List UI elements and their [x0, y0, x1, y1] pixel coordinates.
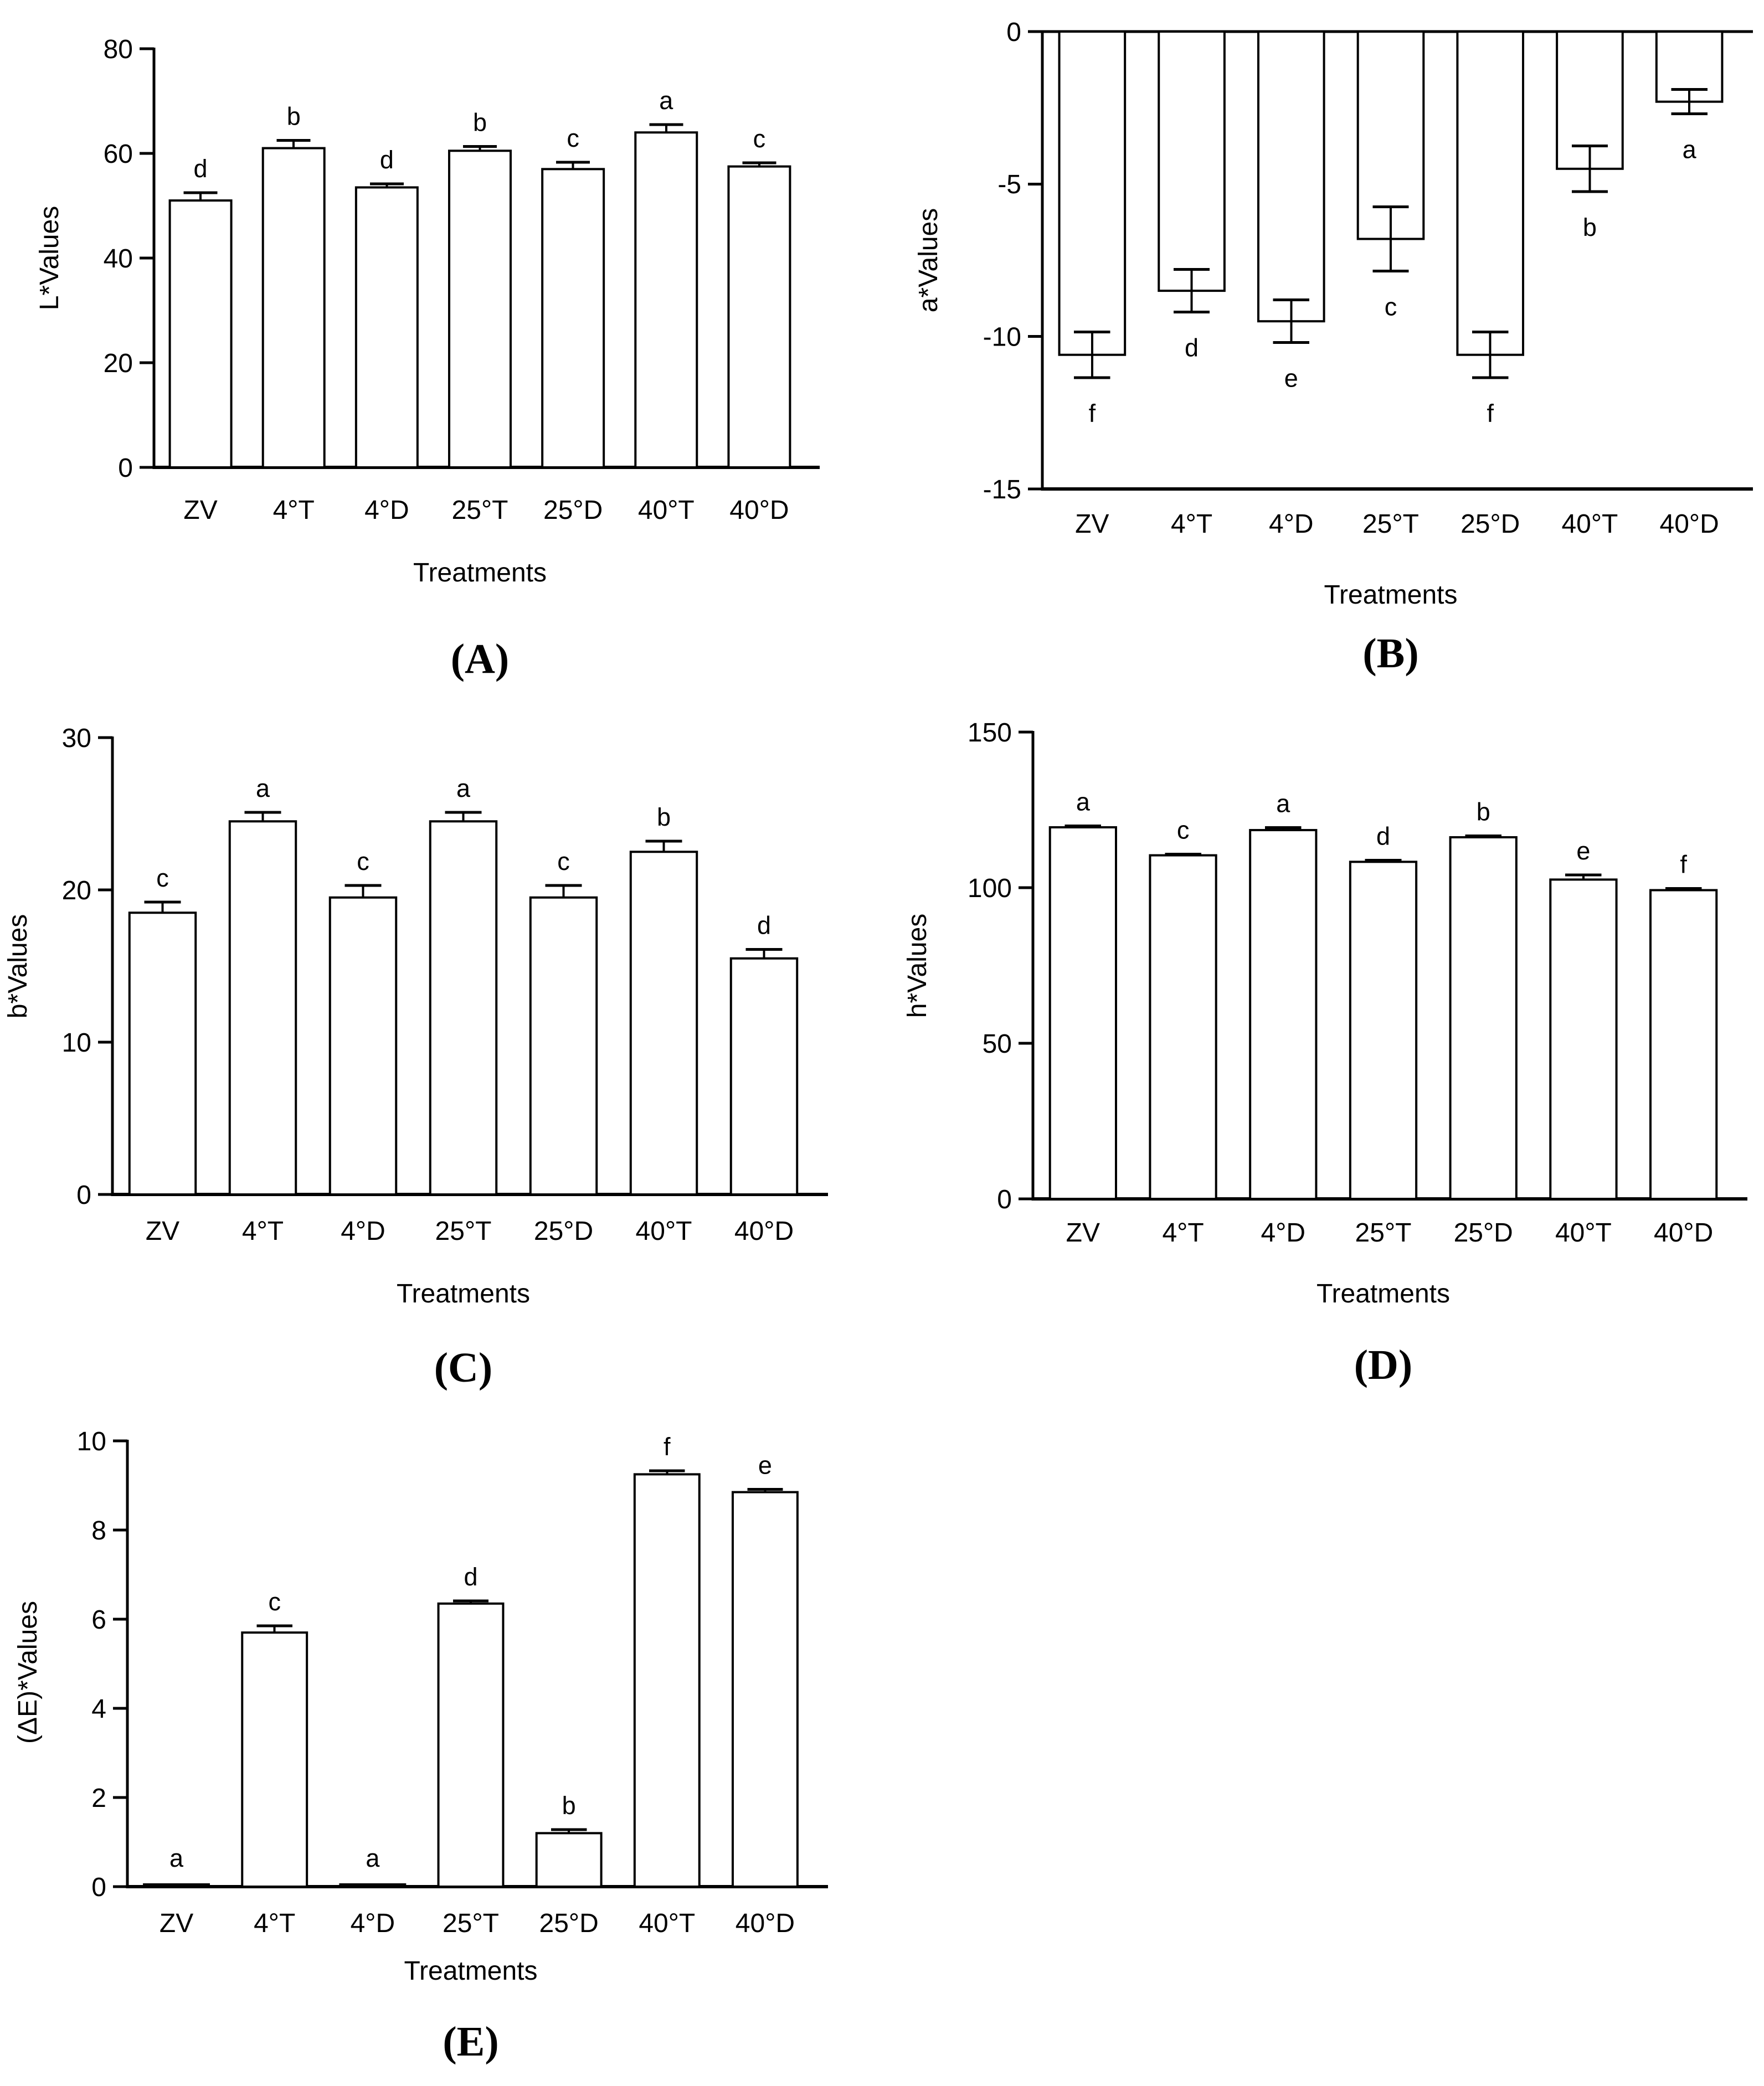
category-label: 40°T [637, 495, 695, 525]
significance-letter: a [169, 1843, 184, 1872]
bar-25°D [1457, 32, 1523, 355]
significance-letter: a [366, 1843, 380, 1872]
y-tick-label: 40 [103, 244, 133, 274]
category-label: 4°D [341, 1216, 385, 1246]
y-tick-label: 0 [91, 1872, 106, 1902]
x-axis-title: Treatments [413, 558, 547, 588]
panel-E [13, 1427, 828, 2065]
bar-ZV [170, 200, 232, 467]
bar-4°D [340, 1884, 405, 1887]
category-label: ZV [183, 495, 218, 525]
category-label: 40°D [734, 1216, 794, 1246]
bar-40°T [631, 852, 697, 1194]
y-tick-label: 60 [103, 139, 133, 169]
significance-letter: b [562, 1791, 576, 1820]
bar-25°D [1451, 837, 1516, 1199]
significance-letter: b [656, 803, 671, 831]
bar-ZV [130, 913, 196, 1194]
bar-25°T [1350, 862, 1416, 1199]
y-tick-label: 10 [76, 1426, 106, 1456]
significance-letter: f [1487, 399, 1494, 428]
category-label: 40°T [1555, 1218, 1612, 1248]
bar-4°T [230, 821, 296, 1194]
significance-letter: d [757, 911, 772, 940]
bar-25°D [542, 169, 604, 467]
panel-label: (B) [1362, 630, 1419, 677]
category-label: 4°D [350, 1908, 395, 1938]
significance-letter: f [1680, 850, 1687, 879]
significance-letter: c [753, 125, 766, 153]
bar-40°D [1650, 890, 1716, 1199]
y-tick-label: 150 [967, 718, 1012, 748]
bar-4°T [242, 1632, 307, 1887]
y-axis-title: b*Values [3, 914, 33, 1019]
panel-C [3, 724, 828, 1391]
category-label: 25°T [1362, 509, 1419, 539]
significance-letter: a [659, 86, 673, 115]
bar-25°T [449, 151, 511, 467]
category-label: ZV [1066, 1218, 1100, 1248]
y-tick-label: 8 [91, 1516, 106, 1546]
y-tick-label: 6 [91, 1605, 106, 1635]
significance-letter: d [193, 154, 208, 183]
y-tick-label: 4 [91, 1694, 106, 1724]
bar-25°D [537, 1833, 601, 1887]
panel-label: (C) [434, 1345, 493, 1391]
category-label: 25°T [451, 495, 508, 525]
panel-A [35, 35, 820, 682]
significance-letter: c [268, 1588, 281, 1616]
x-axis-title: Treatments [404, 1956, 538, 1986]
bar-ZV [144, 1884, 209, 1887]
significance-letter: b [1476, 797, 1490, 826]
category-label: 4°T [272, 495, 315, 525]
bar-ZV [1060, 32, 1125, 355]
category-label: 4°T [254, 1908, 296, 1938]
category-label: 25°T [1355, 1218, 1412, 1248]
panel-B [914, 18, 1753, 677]
y-tick-label: 20 [103, 348, 133, 378]
category-label: 40°D [1654, 1218, 1714, 1248]
bar-4°D [330, 898, 396, 1194]
significance-letter: b [472, 108, 487, 137]
bar-40°T [635, 132, 697, 467]
significance-letter: e [1576, 836, 1591, 865]
x-axis-title: Treatments [1316, 1279, 1450, 1309]
y-tick-label: -15 [983, 475, 1021, 504]
significance-letter: c [557, 847, 570, 875]
significance-letter: a [456, 774, 471, 802]
category-label: 25°T [443, 1908, 499, 1938]
category-label: ZV [145, 1216, 180, 1246]
category-label: ZV [1075, 509, 1109, 539]
category-label: 4°T [1162, 1218, 1204, 1248]
y-tick-label: 0 [76, 1180, 91, 1210]
significance-letter: a [1076, 787, 1090, 816]
bar-4°T [1150, 856, 1216, 1199]
bar-ZV [1050, 827, 1116, 1199]
bar-25°D [531, 898, 596, 1194]
y-tick-label: 0 [997, 1184, 1012, 1214]
category-label: 25°D [533, 1216, 594, 1246]
bar-25°T [439, 1604, 503, 1887]
category-label: 25°D [1453, 1218, 1513, 1248]
significance-letter: b [1582, 213, 1597, 242]
y-tick-label: 20 [61, 875, 91, 905]
category-label: 40°T [639, 1908, 696, 1938]
panel-label: (A) [450, 636, 510, 682]
significance-letter: b [286, 102, 301, 131]
y-tick-label: 80 [103, 34, 133, 64]
category-label: 40°T [635, 1216, 692, 1246]
significance-letter: a [1276, 789, 1290, 818]
significance-letter: c [567, 124, 579, 153]
category-label: 25°D [1460, 509, 1520, 539]
significance-letter: c [357, 847, 369, 875]
panel-label: (E) [443, 2018, 499, 2065]
significance-letter: e [758, 1451, 772, 1480]
category-label: 25°T [435, 1216, 492, 1246]
bar-4°T [263, 148, 325, 467]
significance-letter: d [1376, 822, 1391, 851]
y-axis-title: h*Values [903, 913, 932, 1018]
bar-40°T [635, 1474, 700, 1887]
significance-letter: d [379, 145, 394, 174]
category-label: 4°D [364, 495, 409, 525]
y-tick-label: 0 [118, 453, 133, 483]
y-tick-label: -10 [983, 322, 1021, 352]
y-axis-title: L*Values [35, 205, 64, 311]
y-tick-label: 50 [982, 1029, 1012, 1059]
y-tick-label: 100 [967, 873, 1012, 903]
x-axis-title: Treatments [397, 1279, 530, 1309]
significance-letter: f [664, 1432, 671, 1461]
significance-letter: c [1176, 816, 1190, 844]
category-label: 4°T [241, 1216, 284, 1246]
category-label: 40°D [1659, 509, 1719, 539]
significance-letter: a [255, 774, 270, 802]
significance-letter: f [1088, 399, 1096, 428]
y-tick-label: 30 [61, 723, 91, 753]
significance-letter: c [1384, 292, 1397, 321]
y-axis-title: a*Values [914, 208, 943, 313]
significance-letter: a [1682, 135, 1696, 164]
significance-letter: d [464, 1562, 478, 1591]
significance-letter: e [1284, 364, 1298, 393]
panel-label: (D) [1354, 1342, 1413, 1388]
category-label: 25°D [539, 1908, 599, 1938]
panel-D [903, 718, 1747, 1388]
bar-40°T [1550, 879, 1616, 1199]
bar-4°D [356, 187, 418, 467]
bar-40°D [728, 167, 790, 467]
bar-4°T [1159, 32, 1225, 291]
category-label: 25°D [543, 495, 603, 525]
bar-4°D [1250, 830, 1316, 1199]
y-axis-title: (ΔE)*Values [13, 1601, 43, 1744]
bar-25°T [430, 821, 496, 1194]
category-label: ZV [159, 1908, 194, 1938]
significance-letter: c [156, 864, 169, 892]
y-tick-label: 2 [91, 1783, 106, 1813]
y-tick-label: 0 [1006, 17, 1021, 47]
y-tick-label: -5 [997, 170, 1021, 200]
bar-4°D [1258, 32, 1324, 321]
category-label: 4°T [1170, 509, 1213, 539]
category-label: 4°D [1261, 1218, 1306, 1248]
bar-40°D [733, 1492, 798, 1887]
category-label: 40°D [735, 1908, 795, 1938]
category-label: 40°T [1561, 509, 1618, 539]
x-axis-title: Treatments [1324, 580, 1458, 610]
bar-40°D [731, 959, 797, 1194]
category-label: 4°D [1269, 509, 1314, 539]
category-label: 40°D [729, 495, 789, 525]
y-tick-label: 10 [61, 1028, 91, 1058]
significance-letter: d [1185, 333, 1199, 362]
